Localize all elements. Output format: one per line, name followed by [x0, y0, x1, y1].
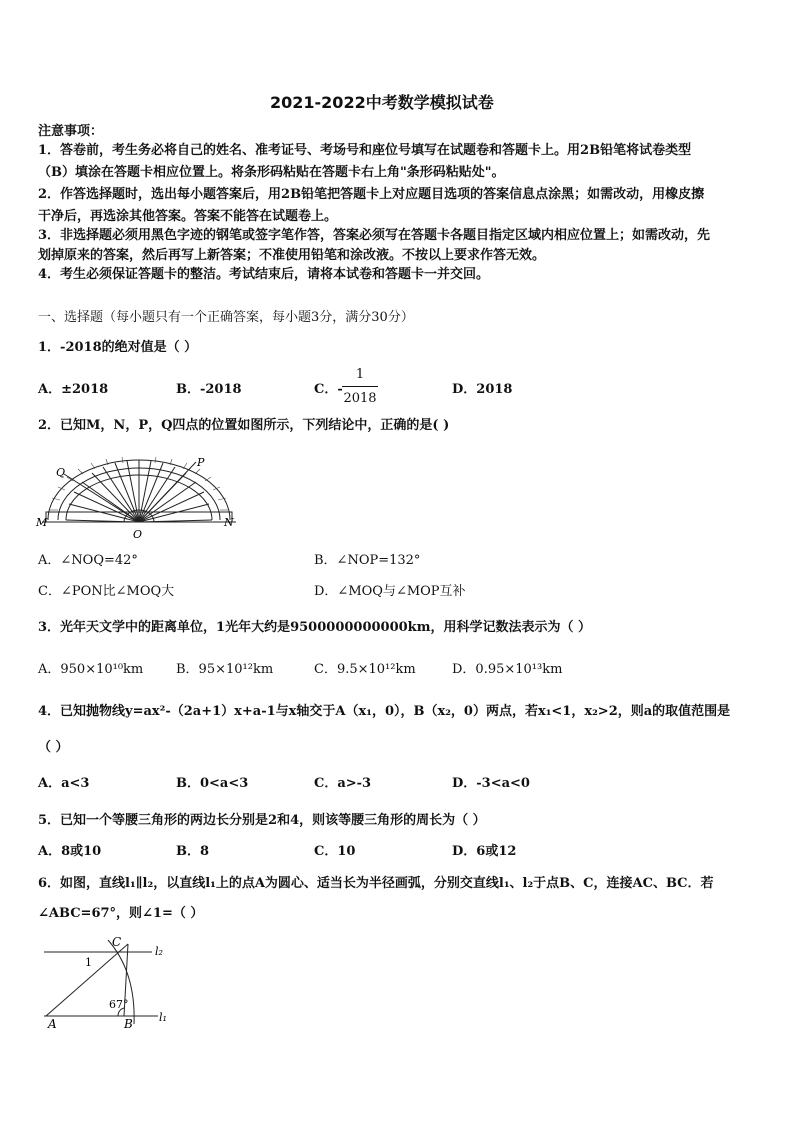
label-c: C: [112, 935, 122, 949]
q3-option-c: C．9.5×10¹²km: [314, 662, 416, 677]
notice-line-7: 4．考生必须保证答题卡的整洁。考试结束后，请将本试卷和答题卡一并交回。: [38, 267, 490, 282]
parallel-lines-figure: [36, 932, 176, 1032]
label-angle-1: 1: [85, 956, 92, 969]
q2-option-a: A．∠NOQ=42°: [38, 553, 138, 568]
label-a: A: [48, 1017, 57, 1031]
q1-option-b: B．-2018: [176, 382, 242, 397]
q4-option-b: B．0<a<3: [176, 776, 249, 791]
q2-stem: 2．已知M，N，P，Q四点的位置如图所示，下列结论中，正确的是( ): [38, 418, 450, 433]
notice-line-4: 干净后，再选涂其他答案。答案不能答在试题卷上。: [38, 209, 338, 224]
label-m: M: [36, 516, 48, 529]
q6-stem-line-2: ∠ABC=67°，则∠1=（ ）: [38, 906, 204, 921]
notice-heading: 注意事项：: [38, 124, 104, 139]
label-l2: l₂: [155, 945, 163, 958]
section-heading: 一、选择题（每小题只有一个正确答案，每小题3分，满分30分）: [38, 310, 414, 325]
q4-option-c: C．a>-3: [314, 776, 372, 791]
label-p: P: [197, 456, 205, 469]
q5-option-b: B．8: [176, 844, 210, 859]
q5-stem: 5．已知一个等腰三角形的两边长分别是2和4，则该等腰三角形的周长为（ ）: [38, 813, 486, 828]
q1-option-c-prefix: C．-: [314, 382, 343, 397]
q2-option-d: D．∠MOQ与∠MOP互补: [314, 584, 466, 599]
q1-option-d: D．2018: [452, 382, 513, 397]
q1-option-c-denominator: 2018: [343, 391, 377, 406]
label-l1: l₁: [159, 1011, 167, 1024]
notice-line-5: 3．非选择题必须用黑色字迹的钢笔或签字笔作答，答案必须写在答题卡各题目指定区域内相应位置上；如需改动，先: [38, 228, 711, 243]
q3-option-a: A．950×10¹⁰km: [38, 662, 144, 677]
notice-line-1: 1．答卷前，考生务必将自己的姓名、准考证号、考场号和座位号填写在试题卷和答题卡上。用2B铅笔将试卷类型: [38, 143, 692, 158]
q1-stem: 1．-2018的绝对值是（ ）: [38, 340, 198, 355]
label-b: B: [124, 1017, 133, 1031]
notice-line-6: 划掉原来的答案，然后再写上新答案；不准使用铅笔和涂改液。不按以上要求作答无效。: [38, 248, 546, 263]
q5-option-a: A．8或10: [38, 844, 102, 859]
q1-option-c-numerator: 1: [355, 367, 365, 382]
q3-stem: 3．光年天文学中的距离单位，1光年大约是9500000000000km，用科学记数法表示为（ ）: [38, 620, 591, 635]
q4-option-d: D．-3<a<0: [452, 776, 530, 791]
q6-stem-line-1: 6．如图，直线l₁∥l₂，以直线l₁上的点A为圆心、适当长为半径画弧，分别交直线l₁、l₂于点B、C，连接AC、BC．若: [38, 876, 714, 891]
q3-option-d: D．0.95×10¹³km: [452, 662, 563, 677]
label-angle-67: 67°: [109, 998, 129, 1011]
page-title: 2021-2022中考数学模拟试卷: [270, 93, 494, 112]
label-n: N: [224, 516, 234, 529]
notice-line-2: （B）填涂在答题卡相应位置上。将条形码粘贴在答题卡右上角"条形码粘贴处"。: [38, 165, 505, 180]
q1-fraction-bar: [342, 386, 378, 387]
q2-option-b: B．∠NOP=132°: [314, 553, 421, 568]
q2-option-c: C．∠PON比∠MOQ大: [38, 584, 175, 599]
q4-answer-paren: （ ）: [38, 740, 69, 755]
q1-option-a: A．±2018: [38, 382, 109, 397]
protractor-figure: [36, 452, 242, 542]
q3-option-b: B．95×10¹²km: [176, 662, 274, 677]
notice-line-3: 2．作答选择题时，选出每小题答案后，用2B铅笔把答题卡上对应题目选项的答案信息点涂黑；如需改动，用橡皮擦: [38, 187, 705, 202]
q5-option-d: D．6或12: [452, 844, 517, 859]
label-o: O: [133, 528, 143, 541]
q4-option-a: A．a<3: [38, 776, 90, 791]
label-q: Q: [56, 466, 66, 479]
q5-option-c: C．10: [314, 844, 356, 859]
q4-stem: 4．已知抛物线y=ax²-（2a+1）x+a-1与x轴交于A（x₁，0），B（x₂，0）两点，若x₁<1，x₂>2，则a的取值范围是: [38, 704, 731, 719]
